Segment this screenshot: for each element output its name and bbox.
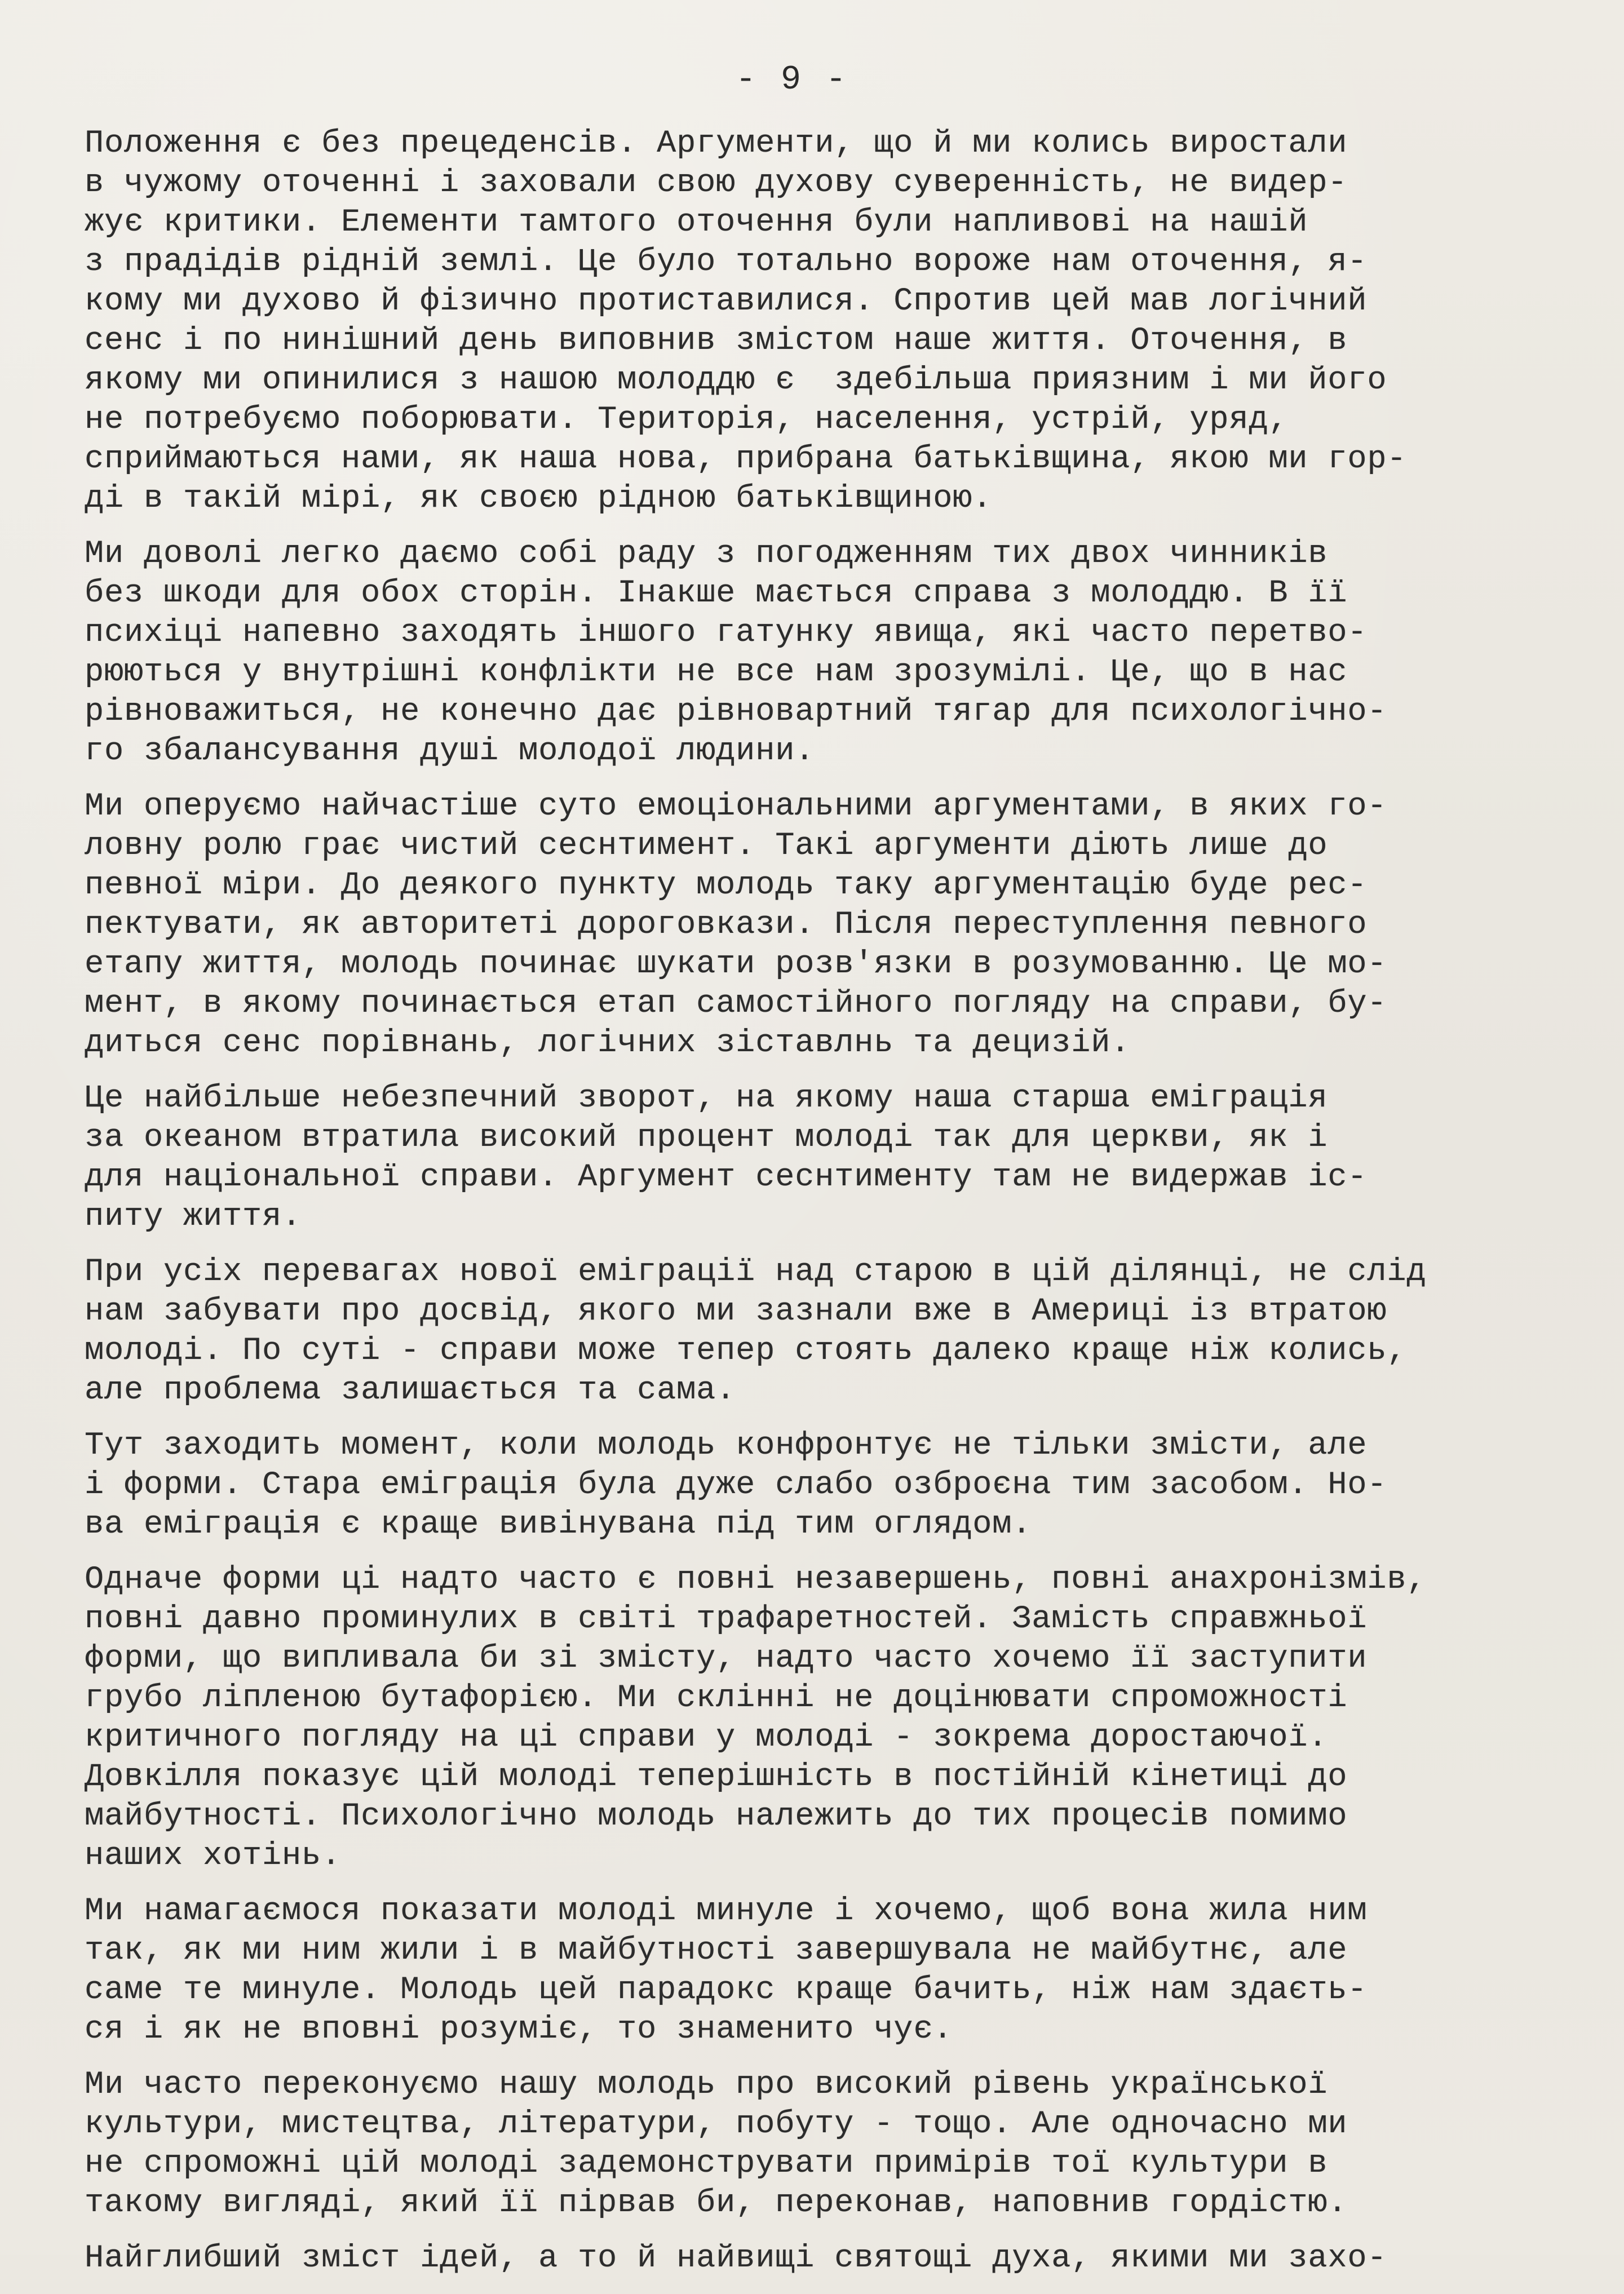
text-line: Ми доволі легко даємо собі раду з погодженням тих двох чинників bbox=[85, 536, 1328, 572]
text-line: і форми. Стара еміграція була дуже слабо озброєна тим засобом. Но- bbox=[85, 1467, 1387, 1503]
text-line: форми, що випливала би зі змісту, надто часто хочемо її заступити bbox=[85, 1641, 1368, 1677]
text-line: ді в такій мірі, як своєю рідною батьківщиною. bbox=[85, 481, 993, 517]
text-line: з прадідів рідній землі. Це було тотально вороже нам оточення, я- bbox=[85, 244, 1368, 280]
text-line: питу життя. bbox=[85, 1199, 302, 1235]
text-line: Довкілля показує цій молоді теперішність в постійній кінетиці до bbox=[85, 1759, 1348, 1795]
text-line: мент, в якому починається етап самостійного погляду на справи, бу- bbox=[85, 986, 1387, 1022]
text-line: Це найбільше небезпечний зворот, на якому наша старша еміграція bbox=[85, 1080, 1328, 1117]
text-line: не спроможні цій молоді задемонструвати примірів тої культури в bbox=[85, 2146, 1328, 2182]
text-line: Ми часто переконуємо нашу молодь про високий рівень української bbox=[85, 2067, 1328, 2103]
text-line: такому вигляді, який її пірвав би, переконав, наповнив гордістю. bbox=[85, 2185, 1348, 2221]
text-line: кому ми духово й фізично протиставилися. Спротив цей мав логічний bbox=[85, 284, 1368, 320]
text-line: повні давно проминулих в світі трафаретностей. Замість справжньої bbox=[85, 1601, 1368, 1637]
text-line: диться сенс порівнань, логічних зіставлнь та децизій. bbox=[85, 1025, 1131, 1061]
paragraph bbox=[85, 2065, 1550, 2223]
page-number: - 9 - bbox=[736, 61, 849, 99]
document-body bbox=[85, 124, 1550, 2294]
text-line: пектувати, як авторитеті дороговкази. Після переступлення певного bbox=[85, 907, 1368, 943]
text-line: не потребуємо поборювати. Територія, населення, устрій, уряд, bbox=[85, 402, 1289, 438]
text-line: го збалансування душі молодої людини. bbox=[85, 733, 815, 769]
text-line: в чужому оточенні і заховали свою духову суверенність, не видер- bbox=[85, 165, 1348, 201]
text-line: майбутності. Психологічно молодь належить до тих процесів помимо bbox=[85, 1799, 1348, 1835]
text-line: ва еміграція є краще вивінувана під тим оглядом. bbox=[85, 1507, 1032, 1543]
paragraph bbox=[85, 1426, 1550, 1544]
text-line: сенс і по нинішний день виповнив змістом наше життя. Оточення, в bbox=[85, 323, 1348, 359]
text-line: молоді. По суті - справи може тепер стоять далеко краще ніж колись, bbox=[85, 1333, 1407, 1369]
text-line: наших хотінь. bbox=[85, 1838, 342, 1874]
text-line: рівноважиться, не конечно дає рівновартний тягар для психологічно- bbox=[85, 694, 1387, 730]
text-line: грубо ліпленою бутафорією. Ми склінні не доцінювати спроможності bbox=[85, 1680, 1348, 1716]
text-line: Тут заходить момент, коли молодь конфронтує не тільки змісти, але bbox=[85, 1428, 1368, 1464]
text-line: без шкоди для обох сторін. Інакше мається справа з молоддю. В її bbox=[85, 575, 1348, 612]
text-line: сприймаються нами, як наша нова, прибрана батьківщина, якою ми гор- bbox=[85, 441, 1407, 477]
paragraph bbox=[85, 787, 1550, 1063]
text-line: нам забувати про досвід, якого ми зазнали вже в Америці із втратою bbox=[85, 1294, 1387, 1330]
text-line: певної міри. До деякого пункту молодь таку аргументацію буде рес- bbox=[85, 867, 1368, 904]
text-line: якому ми опинилися з нашою молоддю є здебільша приязним і ми його bbox=[85, 362, 1387, 398]
paragraph bbox=[85, 1079, 1550, 1237]
text-line: рюються у внутрішні конфлікти не все нам зрозумілі. Це, що в нас bbox=[85, 654, 1348, 690]
paragraph bbox=[85, 534, 1550, 771]
text-line: Одначе форми ці надто часто є повні незавершень, повні анахронізмів, bbox=[85, 1562, 1427, 1598]
text-line: Положення є без прецеденсів. Аргументи, що й ми колись виростали bbox=[85, 126, 1348, 162]
text-line: так, як ми ним жили і в майбутності завершувала не майбутнє, але bbox=[85, 1933, 1348, 1969]
text-line: жує критики. Елементи тамтого оточення були напливові на нашій bbox=[85, 205, 1308, 241]
paragraph bbox=[85, 1560, 1550, 1876]
paragraph bbox=[85, 124, 1550, 519]
text-line: але проблема залишається та сама. bbox=[85, 1372, 736, 1409]
text-line: ся і як не вповні розуміє, то знаменито чує. bbox=[85, 2012, 953, 2048]
text-line: критичного погляду на ці справи у молоді - зокрема доростаючої. bbox=[85, 1720, 1328, 1756]
text-line: за океаном втратила високий процент молоді так для церкви, як і bbox=[85, 1120, 1328, 1156]
text-line: Ми намагаємося показати молоді минуле і хочемо, щоб вона жила ним bbox=[85, 1893, 1368, 1929]
paragraph bbox=[85, 1892, 1550, 2049]
text-line: психіці напевно заходять іншого гатунку явища, які часто перетво- bbox=[85, 615, 1368, 651]
paragraph bbox=[85, 1252, 1550, 1410]
text-line: етапу життя, молодь починає шукати розв'язки в розумованню. Це мо- bbox=[85, 946, 1387, 982]
text-line: Ми оперуємо найчастіше суто емоціональними аргументами, в яких го- bbox=[85, 789, 1387, 825]
text-line: культури, мистецтва, літератури, побуту - тощо. Але одночасно ми bbox=[85, 2106, 1348, 2142]
text-line: ловну ролю грає чистий сеснтимент. Такі аргументи діють лише до bbox=[85, 828, 1328, 864]
text-line: саме те минуле. Молодь цей парадокс краще бачить, ніж нам здаєть- bbox=[85, 1972, 1368, 2008]
paragraph bbox=[85, 2239, 1550, 2278]
text-line: При усіх перевагах нової еміграції над старою в цій ділянці, не слід bbox=[85, 1254, 1427, 1290]
text-line: Найглибший зміст ідей, а то й найвищі святощі духа, якими ми захо- bbox=[85, 2240, 1387, 2277]
text-line: для національної справи. Аргумент сеснтименту там не видержав іс- bbox=[85, 1159, 1368, 1195]
